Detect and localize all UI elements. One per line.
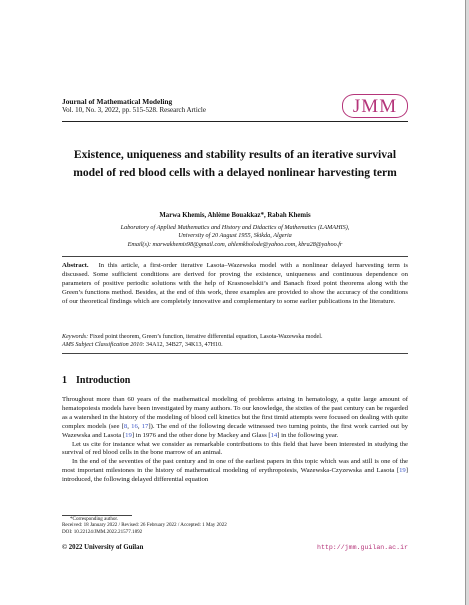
corresponding-author-note: *Corresponding author. xyxy=(70,516,119,522)
abstract-text: In this article, a first-order iterative Lasota–Wazewska model with a nonlinear delayed harvesting term is discussed. Some sufficient conditions are derived for proving the existence, uniqueness and continuous dependence on parameters of positive periodic solutions with the help of Krasnoselskii’s and Banach fixed point theorems along with the Green’s functions method. Besides, at the end of this work, three examples are provided to show the accuracy of the conditions of our theoretical findings which are completely innovative and complementary to some earlier publications in the literature. xyxy=(62,262,408,305)
paragraph-1: Throughout more than 60 years of the mathematical modeling of problems arising in hematology, a quite large amount of hematopoiesis models have been investigated by many authors. To our knowledge, the sixties of the past century can be regarded as a watershed in the history of the modeling of blood cell kinetics but the first timid attempts were focused on dealing with quite complex models (see [8, 16, 17]). The end of the following decade witnessed two turning points, the first work carried out by Wazewska and Lasota [19] in 1976 and the other done by Mackey and Glass [14] in the following year. xyxy=(62,396,409,439)
citation-link[interactable]: 8 xyxy=(123,422,128,430)
affiliation-line-1: Laboratory of Applied Mathematics and History and Didactics of Mathematics (LAMAHIS), xyxy=(120,224,350,231)
paragraph-3: In the end of the seventies of the past century and in one of the earliest papers in this topic which was and still is one of the most important milestones in the history of mathematical modeling of erythropoiesis, Wazewska-Czyzewska and Lasota [19] introduced, the following delayed differential equation xyxy=(62,458,408,484)
citation-link[interactable]: 19 xyxy=(399,467,406,475)
affiliation xyxy=(62,224,408,249)
paragraph-2: Let us cite for instance what we consider as remarkable contributions to this field that have been interested in studying the survival of red blood cells in the bone marrow of an animal. xyxy=(62,440,408,457)
paper-authors: Marwa Khemis, Ahlème Bouakkaz*, Rabah Khemis xyxy=(159,212,311,219)
journal-name: Journal of Mathematical Modeling xyxy=(62,97,173,106)
msc-text: 34A12, 34B27, 34K13, 47H10. xyxy=(145,342,223,348)
header-rule xyxy=(62,121,408,122)
citation-link[interactable]: 17 xyxy=(141,422,149,430)
journal-logo: JMM xyxy=(342,94,408,118)
paper-page xyxy=(62,0,408,605)
section-title: Introduction xyxy=(76,375,131,386)
doi: DOI: 10.22124/JMM.2022.21577.1892 xyxy=(62,528,143,535)
journal-header xyxy=(62,97,332,115)
citation-link[interactable]: 16 xyxy=(131,422,138,430)
keywords-block xyxy=(62,333,408,349)
section-heading xyxy=(62,375,130,386)
keywords-text: Fixed point theorem, Green’s function, iterative differential equation, Lasota-Wazewska model. xyxy=(89,334,323,340)
section-number: 1 xyxy=(62,375,67,386)
msc-label: AMS Subject Classification 2010: xyxy=(62,342,145,348)
footnotes xyxy=(62,516,408,535)
citation-link[interactable]: 19 xyxy=(125,431,132,439)
body-text xyxy=(62,396,408,485)
abstract-bottom-rule xyxy=(62,353,408,354)
affiliation-emails: Email(s): marwakhemis98@gmail.com, ahlemkholode@yahoo.com, kbra28@yahoo.fr xyxy=(127,240,343,248)
abstract-label: Abstract. xyxy=(62,262,89,269)
journal-url-link[interactable]: http://jmm.guilan.ac.ir xyxy=(316,544,408,551)
copyright: © 2022 University of Guilan xyxy=(62,544,144,551)
affiliation-line-2: University of 20 August 1955, Skikda, Algeria xyxy=(178,232,292,240)
citation-link[interactable]: 14 xyxy=(270,431,278,439)
paper-title: Existence, uniqueness and stability results of an iterative survival model of red blood cells with a delayed nonlinear harvesting term xyxy=(73,148,397,179)
abstract-top-rule xyxy=(62,256,408,257)
submission-dates: Received: 18 January 2022 / Revised: 26 February 2022 / Accepted: 1 May 2022 xyxy=(62,522,227,529)
journal-volume: Vol. 10, No. 3, 2022, pp. 515-528. Research Article xyxy=(62,106,206,114)
abstract xyxy=(62,262,408,307)
keywords-label: Keywords: xyxy=(62,334,89,340)
